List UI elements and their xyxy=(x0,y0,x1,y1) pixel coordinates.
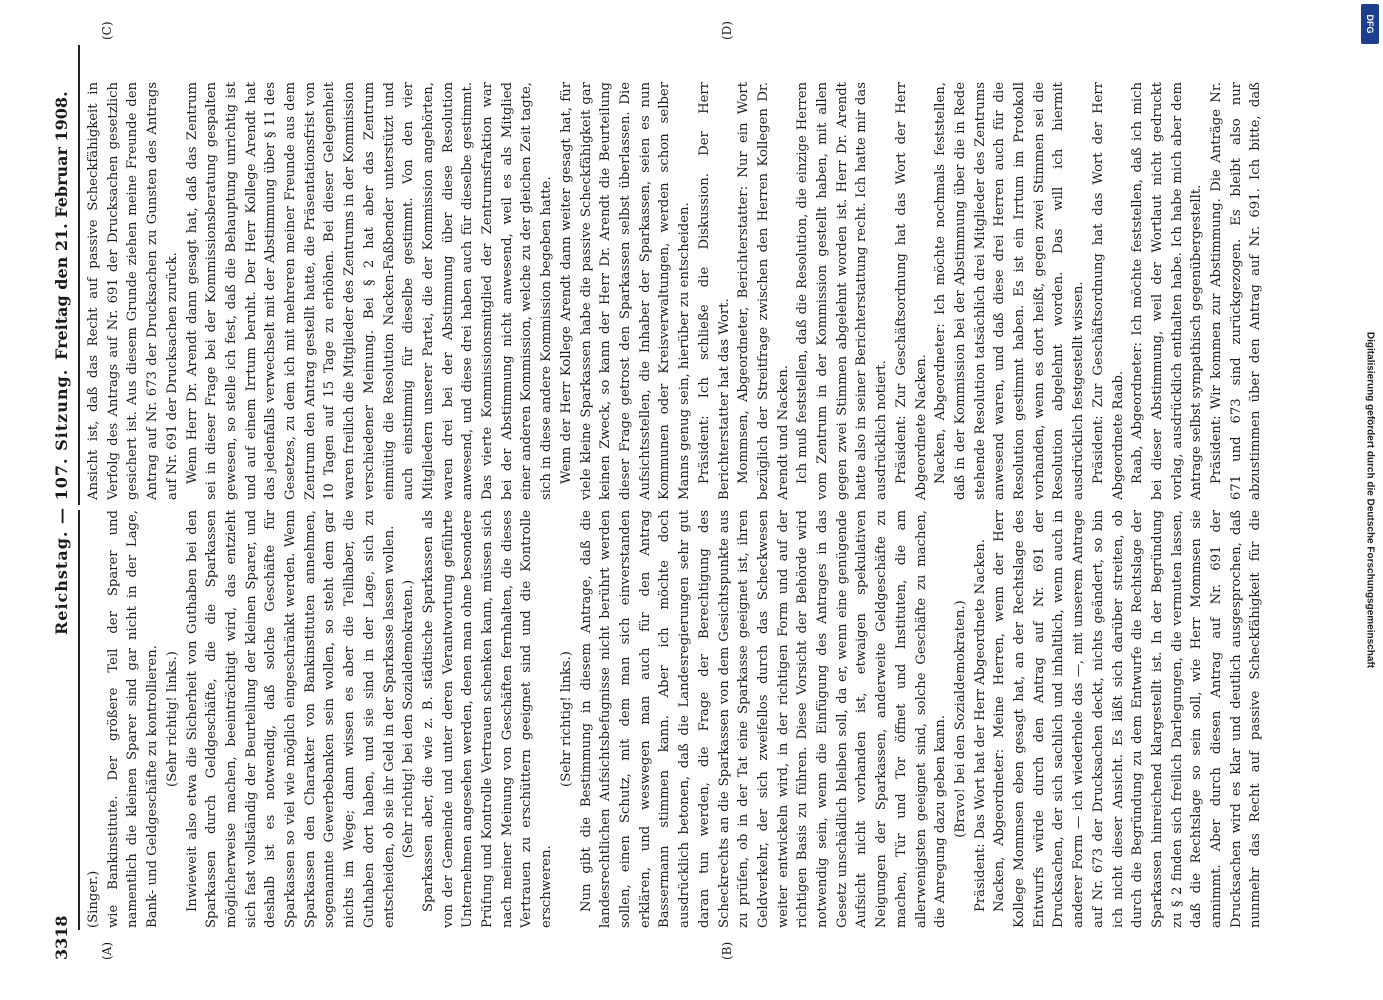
interjection: (Bravo! bei den Sozialdemokraten.) xyxy=(952,600,968,838)
paragraph: Präsident: Ich schließe die Diskussion. Der Herr Berichterstatter hat das Wort. xyxy=(696,82,732,500)
margin-marker-b: (B) xyxy=(720,941,734,960)
paragraph: Nun gibt die Bestimmung in diesem Antrage, daß die landesrechtlichen Aufsichtsbefugnisse nicht berührt werden sollen, einen Schutz, mit dem man sich einverstanden erklären, und weswegen man auch für den Antrag Bassermann stimmen kann. Aber ich möchte doch ausdrücklich betonen, daß die Landesregierungen sehr gut daran tun werden, die Frage der Berechtigung des Scheckrechts an die Sparkassen von dem Gesichtspunkte aus zu prüfen, ob in der Tat eine Sparkasse geeignet ist, ihren Geldverkehr, der sich zweifellos durch das Scheckwesen weiter entwickeln wird, in der richtigen Form und auf der richtigen Basis zu führen. Diese Vorsicht der Behörde wird notwendig sein, wenn die Einfügung des Antrages in das Gesetz unschädlich bleiben soll, da er, wenn eine genügende Aufsicht nicht vorhanden ist, etwaigen spekulativen Neigungen der Sparkassen, anderweite Geldgeschäfte zu machen, Tür und Tor öffnet und Instituten, die am allerwenigsten geeignet sind, solche Geschäfte zu machen, die Anregung dazu geben kann. xyxy=(578,510,949,928)
speaker-tag: (Singer.) xyxy=(86,870,101,928)
page-number: 3318 xyxy=(52,915,71,960)
header-rule-left xyxy=(78,510,80,930)
session-title: Reichstag. — 107. Sitzung. xyxy=(52,368,71,635)
margin-marker-c: (C) xyxy=(100,21,114,40)
paragraph: Mommsen, Abgeordneter, Berichterstatter: Nur ein Wort bezüglich der Streitfrage zwischen den Herren Kollegen Dr. Arendt und Nacken. xyxy=(736,82,791,500)
paragraph: Ich muß feststellen, daß die Resolution, die einzige Herren vom Zentrum in der Kommission gestellt haben, mit allen gegen zwei Stimmen abgelehnt worden ist. Herr Dr. Arendt hatte also in seiner Berichterstattung recht. Ich hatte mir das ausdrücklich notiert. xyxy=(795,82,890,500)
credit-text: Digitalisierung gefördert durch die Deutsche Forschungsgemeinschaft xyxy=(1364,331,1376,669)
paragraph: Nacken, Abgeordneter: Meine Herren, wenn der Herr Kollege Mommsen eben gesagt hat, an der Rechtslage des Entwurfs würde durch den Antrag auf Nr. 691 der Drucksachen, der sich sachlich und inhaltlich, wenn auch in anderer Form — ich wiederhole das —, mit unserem Antrage auf Nr. 673 der Drucksachen deckt, nichts geändert, so bin ich nicht dieser Ansicht. Es läßt sich darüber streiten, ob durch die Begründung zu dem Entwurfe die Rechtslage der Sparkassen hinreichend klargestellt ist. In der Begründung zu § 2 finden sich freilich Darlegungen, die vermuten lassen, daß die Rechtslage so sein soll, wie Herr Mommsen sie annimmt. Aber durch diesen Antrag auf Nr. 691 der Drucksachen wird es klar und deutlich ausgesprochen, daß nunmehr das Recht auf passive Scheckfähigkeit für die xyxy=(992,510,1264,928)
paragraph: Präsident: Zur Geschäftsordnung hat das Wort der Herr Abgeordnete Raab. xyxy=(1090,82,1126,500)
session-date: Freitag den 21. Februar 1908. xyxy=(52,91,71,360)
paragraph: Inwieweit also etwa die Sicherheit von Guthaben bei den Sparkassen durch Geldgeschäfte, die die Sparkassen möglicherweise machen, beeinträchtigt wird, das entzieht sich fast vollständig der Beurteilung der kleinen Sparer, und deshalb ist es notwendig, daß solche Geschäfte für Sparkassen so viel wie möglich eingeschränkt werden. Wenn Sparkassen den Charakter von Bankinstituten annehmen, sogenannte Gewerbebanken sein wollen, so steht dem gar nichts im Wege; dann wissen es aber die Teilhaber, die Guthaben dort haben, und sie sind in der Lage, sich zu entscheiden, ob sie ihr Geld in der Sparkasse lassen wollen. xyxy=(184,510,397,928)
header-rule-right xyxy=(78,45,80,505)
paragraph: Wenn der Herr Kollege Arendt dann weiter gesagt hat, für viele kleine Sparkassen habe die passive Scheckfähigkeit gar keinen Zweck, so kann der Herr Dr. Arendt die Beurteilung dieser Frage getrost den Sparkassen selbst überlassen. Die Aufsichtsstellen, die Inhaber der Sparkassen, seien es nun Kommunen oder Kreisverwaltungen, werden schon selber Manns genug sein, hierüber zu entscheiden. xyxy=(558,82,693,500)
paragraph: Wenn Herr Dr. Arendt dann gesagt hat, daß das Zentrum sei in dieser Frage bei der Kommissionsberatung gespalten gewesen, so stelle ich fest, daß die Behauptung unrichtig ist und auf einem Irrtum beruht. Der Herr Kollege Arendt hat das jedenfalls verwechselt mit der Abstimmung über § 11 des Gesetzes, zu dem ich mit mehreren meiner Freunde aus dem Zentrum den Antrag gestellt hatte, die Präsentationsfrist von 10 Tagen auf 15 Tage zu erhöhen. Bei dieser Gelegenheit waren freilich die Mitglieder des Zentrums in der Kommission verschiedener Meinung. Bei § 2 hat aber das Zentrum einmütig die Resolution Nacken-Faßbender unterstützt und auch einstimmig für dieselbe gestimmt. Von den vier Mitgliedern unserer Partei, die der Kommission angehörten, waren drei bei der Abstimmung über diese Resolution anwesend, und diese drei haben auch für dieselbe gestimmt. Das vierte Kommissionsmitglied der Zentrumsfraktion war bei der Abstimmung nicht anwesend, weil es als Mitglied einer anderen Kommission, welche zu der gleichen Zeit tagte, sich in diese andere Kommission begeben hatte. xyxy=(184,82,555,500)
paragraph: wie Bankinstitute. Der größere Teil der Sparer und namentlich die kleinen Sparer sind gar nicht in der Lage, Bank- und Geldgeschäfte zu kontrollieren. xyxy=(105,510,161,928)
right-text-column xyxy=(84,82,1264,500)
paragraph: Präsident: Zur Geschäftsordnung hat das Wort der Herr Abgeordnete Nacken. xyxy=(893,82,929,500)
dfg-logo-text: DFG xyxy=(1365,14,1375,34)
interjection: (Sehr richtig! links.) xyxy=(164,651,180,787)
paragraph: Sparkassen aber, die wie z. B. städtische Sparkassen als von der Gemeinde und unter deren Verantwortung geführte Unternehmen angesehen werden, denen man ohne besondere Prüfung und Kontrolle Vertrauen schenken kann, müssen sich nach meiner Meinung von Geschäften fernhalten, die dieses Vertrauen zu erschüttern geeignet sind und die Kontrolle erschweren. xyxy=(420,510,555,928)
margin-marker-a: (A) xyxy=(100,941,114,960)
paragraph: Präsident: Wir kommen zur Abstimmung. Die Anträge Nr. 671 und 673 sind zurückgezogen. Es bleibt also nur abzustimmen über den Antrag auf Nr. 691. Ich bitte, daß xyxy=(1209,82,1264,500)
paragraph: Nacken, Abgeordneter: Ich möchte nochmals feststellen, daß in der Kommission bei der Abstimmung über die in Rede stehende Resolution tatsächlich drei Mitglieder des Zentrums anwesend waren, und daß diese drei Herren auch für die Resolution gestimmt haben. Es ist ein Irrtum im Protokoll vorhanden, wenn es dort heißt, gegen zwei Stimmen sei die Resolution abgelehnt worden. Das will ich hiermit ausdrücklich festgestellt wissen. xyxy=(933,82,1087,500)
credit-sidebar xyxy=(1356,0,1383,1000)
interjection: (Sehr richtig! bei den Sozialdemokraten.) xyxy=(401,579,417,859)
paragraph: Ansicht ist, daß das Recht auf passive Scheckfähigkeit in Verfolg des Antrags auf Nr. 691 der Drucksachen gesetzlich gesichert ist. Aus diesem Grunde ziehen meine Freunde den Antrag auf Nr. 673 der Drucksachen zu Gunsten des Antrags auf Nr. 691 der Drucksachen zurück. xyxy=(86,82,180,500)
left-text-column xyxy=(84,510,1264,928)
dfg-logo xyxy=(1361,4,1379,44)
paragraph: Raab, Abgeordneter: Ich möchte feststellen, daß ich mich bei dieser Abstimmung, weil der Wortlaut nicht gedruckt vorlag, ausdrücklich enthalten habe. Ich habe mich aber dem Antrage selbst sympathisch gegenübergestellt. xyxy=(1130,82,1205,500)
interjection: (Sehr richtig! links.) xyxy=(558,651,574,787)
paragraph: Präsident: Das Wort hat der Herr Abgeordnete Nacken. xyxy=(972,539,988,912)
margin-marker-d: (D) xyxy=(720,21,734,40)
